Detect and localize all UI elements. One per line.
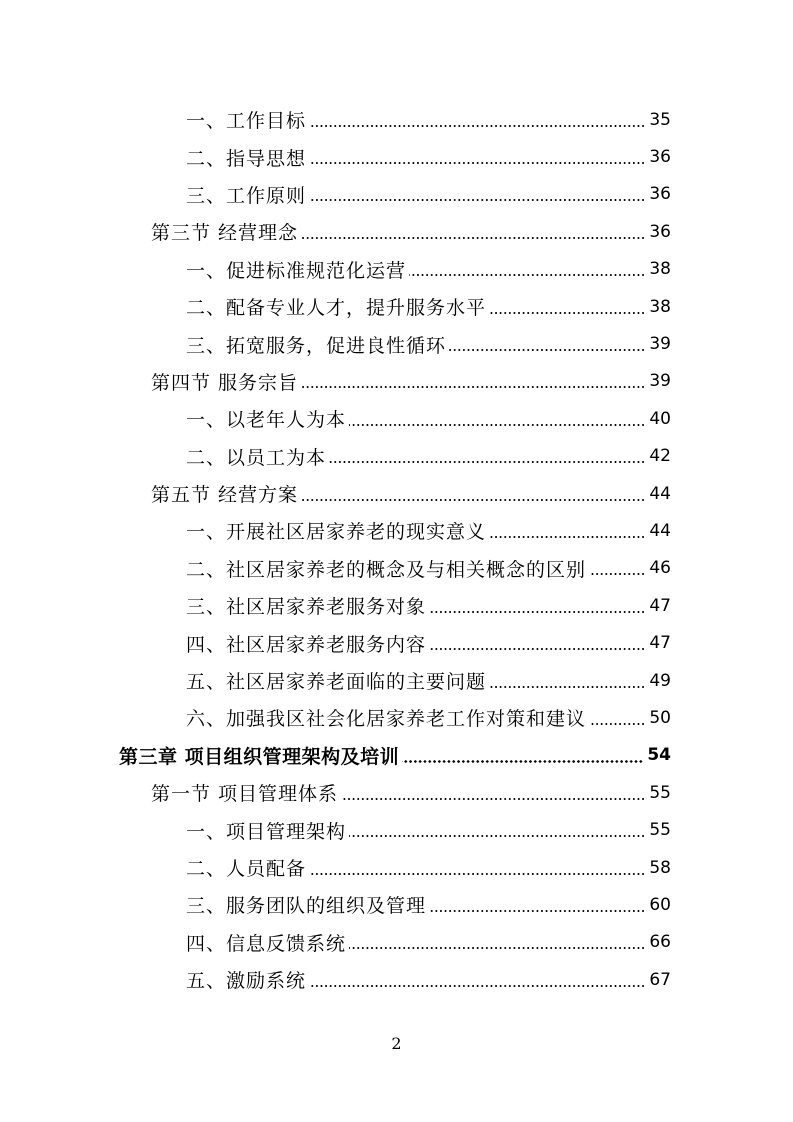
- toc-entry-title: 二、指导思想: [186, 147, 307, 170]
- toc-entry-page-number: 49: [649, 670, 671, 691]
- toc-item-row[interactable]: [0, 251, 793, 288]
- toc-entry-title: 六、加强我区社会化居家养老工作对策和建议: [186, 708, 587, 731]
- toc-chapter-row[interactable]: [0, 737, 793, 774]
- toc-entry-title: 二、以员工为本: [186, 446, 327, 469]
- toc-item-row[interactable]: [0, 176, 793, 213]
- dot-leader: [449, 349, 645, 351]
- toc-entry-title: 第一节 项目管理体系: [151, 783, 339, 806]
- toc-entry-page-number: 36: [649, 147, 671, 168]
- dot-leader: [301, 237, 645, 239]
- dot-leader: [402, 760, 643, 763]
- toc-item-row[interactable]: [0, 961, 793, 998]
- toc-item-row[interactable]: [0, 924, 793, 961]
- toc-section-row[interactable]: [0, 363, 793, 400]
- toc-item-row[interactable]: [0, 438, 793, 475]
- toc-item-row[interactable]: [0, 325, 793, 362]
- toc-entry-title: 一、工作目标: [186, 110, 307, 133]
- toc-entry-title: 一、以老年人为本: [186, 409, 347, 432]
- toc-entry-title: 三、工作原则: [186, 184, 307, 207]
- dot-leader: [329, 461, 645, 463]
- toc-entry-page-number: 54: [647, 745, 671, 766]
- dot-leader: [349, 424, 645, 426]
- toc-entry-title: 第三章 项目组织管理架构及培训: [119, 745, 400, 768]
- dot-leader: [309, 199, 645, 201]
- dot-leader: [349, 835, 645, 837]
- toc-entry-title: 五、激励系统: [186, 970, 307, 993]
- dot-leader: [309, 125, 645, 127]
- toc-entry-page-number: 58: [649, 857, 671, 878]
- dot-leader: [429, 611, 645, 613]
- toc-section-row[interactable]: [0, 774, 793, 811]
- toc-entry-page-number: 36: [649, 184, 671, 205]
- toc-entry-page-number: 47: [649, 633, 671, 654]
- toc-entry-page-number: 44: [649, 483, 671, 504]
- toc-section-row[interactable]: [0, 213, 793, 250]
- toc-entry-page-number: 55: [649, 782, 671, 803]
- dot-leader: [349, 947, 645, 949]
- toc-entry-page-number: 36: [649, 221, 671, 242]
- toc-entry-page-number: 50: [649, 707, 671, 728]
- toc-entry-title: 一、项目管理架构: [186, 820, 347, 843]
- toc-entry-page-number: 38: [649, 259, 671, 280]
- toc-entry-page-number: 39: [649, 371, 671, 392]
- toc-entry-title: 五、社区居家养老面临的主要问题: [186, 671, 487, 694]
- toc-entry-page-number: 38: [649, 296, 671, 317]
- toc-item-row[interactable]: [0, 550, 793, 587]
- toc-item-row[interactable]: [0, 849, 793, 886]
- toc-section-row[interactable]: [0, 475, 793, 512]
- dot-leader: [301, 499, 645, 501]
- toc-entry-page-number: 40: [649, 408, 671, 429]
- dot-leader: [429, 648, 645, 650]
- toc-entry-title: 三、社区居家养老服务对象: [186, 596, 427, 619]
- toc-item-row[interactable]: [0, 512, 793, 549]
- toc-entry-page-number: 66: [649, 932, 671, 953]
- toc-entry-page-number: 39: [649, 334, 671, 355]
- dot-leader: [429, 910, 645, 912]
- toc-entry-title: 四、社区居家养老服务内容: [186, 633, 427, 656]
- dot-leader: [309, 162, 645, 164]
- toc-entry-title: 二、社区居家养老的概念及与相关概念的区别: [186, 558, 587, 581]
- dot-leader: [301, 386, 645, 388]
- toc-entry-title: 第三节 经营理念: [151, 222, 299, 245]
- toc-item-row[interactable]: [0, 811, 793, 848]
- dot-leader: [489, 312, 645, 314]
- toc-entry-page-number: 55: [649, 820, 671, 841]
- dot-leader: [309, 873, 645, 875]
- toc-entry-title: 二、人员配备: [186, 858, 307, 880]
- toc-item-row[interactable]: [0, 886, 793, 923]
- dot-leader: [489, 536, 645, 538]
- toc-entry-page-number: 44: [649, 520, 671, 541]
- toc-entry-title: 三、拓宽服务，促进良性循环: [186, 334, 447, 357]
- toc-item-row[interactable]: [0, 699, 793, 736]
- table-of-contents: [0, 101, 793, 998]
- toc-entry-title: 第四节 服务宗旨: [151, 371, 299, 394]
- dot-leader: [309, 985, 645, 987]
- toc-entry-title: 一、开展社区居家养老的现实意义: [186, 521, 487, 544]
- dot-leader: [589, 573, 645, 575]
- toc-entry-title: 四、信息反馈系统: [186, 932, 347, 955]
- toc-item-row[interactable]: [0, 288, 793, 325]
- toc-item-row[interactable]: [0, 101, 793, 138]
- toc-entry-title: 一、促进标准规范化运营: [186, 259, 407, 282]
- toc-entry-page-number: 46: [649, 558, 671, 579]
- dot-leader: [341, 798, 645, 800]
- dot-leader: [589, 723, 645, 725]
- toc-entry-page-number: 35: [649, 109, 671, 130]
- toc-item-row[interactable]: [0, 400, 793, 437]
- toc-entry-title: 三、服务团队的组织及管理: [186, 895, 427, 918]
- toc-entry-page-number: 42: [649, 446, 671, 467]
- toc-item-row[interactable]: [0, 138, 793, 175]
- toc-entry-page-number: 67: [649, 969, 671, 990]
- toc-item-row[interactable]: [0, 662, 793, 699]
- toc-entry-title: 二、配备专业人才，提升服务水平: [186, 297, 487, 320]
- toc-item-row[interactable]: [0, 624, 793, 661]
- toc-entry-page-number: 60: [649, 894, 671, 915]
- page-number: 2: [391, 1034, 402, 1053]
- dot-leader: [489, 686, 645, 688]
- dot-leader: [409, 274, 645, 276]
- toc-entry-page-number: 47: [649, 595, 671, 616]
- toc-item-row[interactable]: [0, 587, 793, 624]
- toc-entry-title: 第五节 经营方案: [151, 484, 299, 507]
